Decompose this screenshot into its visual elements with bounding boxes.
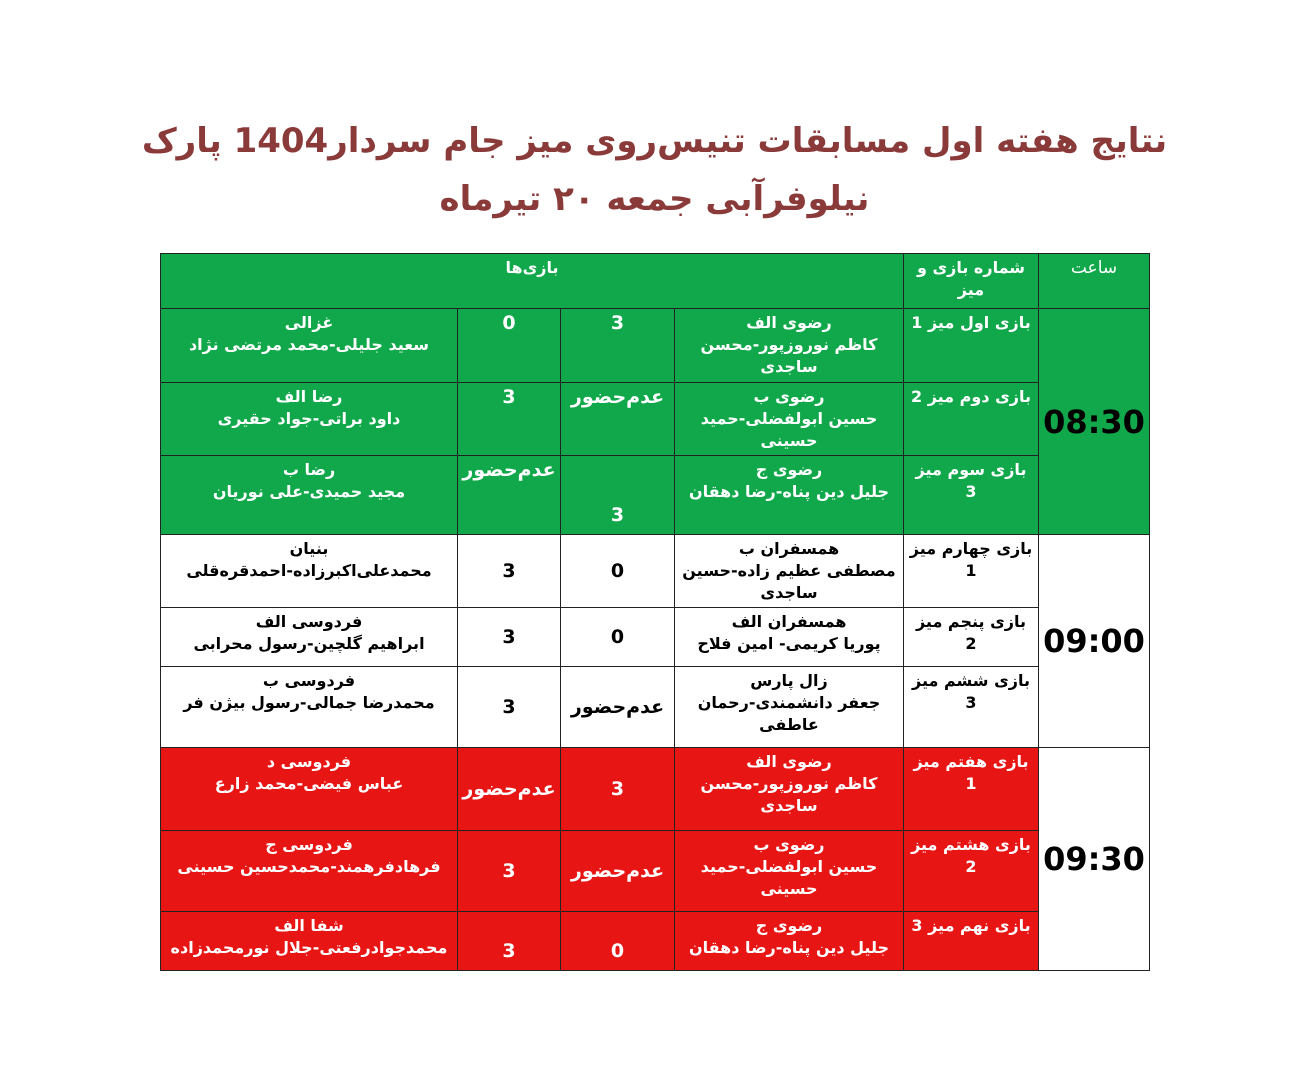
team-a-name: همسفران الف — [731, 612, 847, 631]
score-a: 0 — [561, 912, 675, 971]
team-b-players: عباس فیضی-محمد زارع — [214, 774, 404, 793]
table-row — [161, 831, 1150, 912]
team-b-name: فردوسی ب — [262, 671, 356, 690]
header-games: بازی‌ها — [161, 254, 904, 309]
team-a-cell — [675, 608, 904, 667]
team-a-name: رضوی الف — [746, 752, 832, 771]
team-b-cell — [161, 748, 458, 831]
score-b: 3 — [458, 912, 561, 971]
score-b: 3 — [458, 667, 561, 748]
team-b-name: فردوسی الف — [255, 612, 363, 631]
game-table-cell: بازی دوم میز 2 — [904, 383, 1039, 456]
score-a: 0 — [561, 535, 675, 608]
team-b-cell — [161, 667, 458, 748]
team-b-name: فردوسی د — [266, 752, 352, 771]
team-a-cell — [675, 383, 904, 456]
score-b: 3 — [458, 383, 561, 456]
table-row — [161, 667, 1150, 748]
time-slot: 09:30 — [1039, 748, 1150, 971]
score-a: 3 — [561, 748, 675, 831]
table-row — [161, 912, 1150, 971]
team-a-cell — [675, 309, 904, 383]
team-a-name: رضوی ج — [755, 460, 823, 479]
team-b-cell — [161, 608, 458, 667]
game-table-cell: بازی هشتم میز 2 — [904, 831, 1039, 912]
game-table-cell: بازی هفتم میز 1 — [904, 748, 1039, 831]
score-a: عدم‌حضور — [561, 667, 675, 748]
header-game-table: شماره بازی و میز — [904, 254, 1039, 309]
time-slot: 09:00 — [1039, 535, 1150, 748]
team-a-cell — [675, 456, 904, 535]
team-a-players: جلیل دین پناه-رضا دهقان — [689, 482, 889, 501]
title-line-2: نیلوفرآبی جمعه ۲۰ تیرماه — [439, 179, 870, 219]
team-b-cell — [161, 383, 458, 456]
table-row — [161, 535, 1150, 608]
team-a-players: جعفر دانشمندی-رحمان عاطفی — [697, 693, 881, 734]
score-b: عدم‌حضور — [458, 456, 561, 535]
team-b-name: غزالی — [284, 313, 334, 332]
score-b: عدم‌حضور — [458, 748, 561, 831]
team-a-cell — [675, 748, 904, 831]
team-a-name: رضوی ج — [755, 916, 823, 935]
team-a-name: همسفران ب — [738, 539, 840, 558]
team-b-players: مجید حمیدی-علی نوریان — [212, 482, 406, 501]
team-a-cell — [675, 667, 904, 748]
game-table-cell: بازی نهم میز 3 — [904, 912, 1039, 971]
team-b-players: محمدرضا جمالی-رسول بیژن فر — [183, 693, 435, 712]
game-table-cell: بازی پنجم میز 2 — [904, 608, 1039, 667]
table-row — [161, 748, 1150, 831]
score-b: 3 — [458, 535, 561, 608]
team-a-cell — [675, 831, 904, 912]
team-a-name: رضوی ب — [753, 835, 825, 854]
team-a-cell — [675, 535, 904, 608]
game-table-cell: بازی سوم میز 3 — [904, 456, 1039, 535]
team-b-players: ابراهیم گلچین-رسول محرابی — [193, 634, 425, 653]
team-b-players: فرهادفرهمند-محمدحسین حسینی — [177, 857, 441, 876]
team-b-cell — [161, 456, 458, 535]
score-a: 0 — [561, 608, 675, 667]
team-a-players: حسین ابولفضلی-حمید حسینی — [700, 409, 878, 450]
score-a: عدم‌حضور — [561, 831, 675, 912]
team-b-cell — [161, 831, 458, 912]
team-b-name: رضا الف — [275, 387, 343, 406]
results-table — [160, 253, 1150, 971]
header-hour: ساعت — [1039, 254, 1150, 309]
table-row — [161, 456, 1150, 535]
team-b-players: سعید جلیلی-محمد مرتضی نژاد — [188, 335, 430, 354]
team-b-players: داود براتی-جواد حقیری — [217, 409, 401, 428]
team-b-name: رضا ب — [282, 460, 336, 479]
score-a: 3 — [561, 456, 675, 535]
team-a-cell — [675, 912, 904, 971]
team-a-players: حسین ابولفضلی-حمید حسینی — [700, 857, 878, 898]
game-table-cell: بازی اول میز 1 — [904, 309, 1039, 383]
game-table-cell: بازی چهارم میز 1 — [904, 535, 1039, 608]
header-row — [161, 254, 1150, 309]
table-row — [161, 309, 1150, 383]
score-b: 3 — [458, 831, 561, 912]
team-b-players: محمدجوادرفعتی-جلال نورمحمدزاده — [170, 938, 448, 957]
team-a-players: پوریا کریمی- امین فلاح — [697, 634, 881, 653]
team-a-players: جلیل دین پناه-رضا دهقان — [689, 938, 889, 957]
team-b-cell — [161, 535, 458, 608]
table-row — [161, 383, 1150, 456]
team-b-cell — [161, 309, 458, 383]
score-a: 3 — [561, 309, 675, 383]
team-b-name: شفا الف — [274, 916, 344, 935]
title-line-1: نتایج هفته اول مسابقات تنیس‌روی میز جام سردار1404 پارک — [141, 121, 1168, 161]
team-a-players: کاظم نوروزپور-محسن ساجدی — [700, 335, 878, 376]
team-a-players: کاظم نوروزپور-محسن ساجدی — [700, 774, 878, 815]
team-b-name: فردوسی ج — [265, 835, 353, 854]
page-title — [0, 112, 1309, 228]
time-slot: 08:30 — [1039, 309, 1150, 535]
team-a-name: رضوی الف — [746, 313, 832, 332]
team-a-name: رضوی ب — [753, 387, 825, 406]
score-a: عدم‌حضور — [561, 383, 675, 456]
team-b-name: بنیان — [289, 539, 329, 558]
team-b-cell — [161, 912, 458, 971]
score-b: 0 — [458, 309, 561, 383]
game-table-cell: بازی ششم میز 3 — [904, 667, 1039, 748]
team-a-players: مصطفی عظیم زاده-حسین ساجدی — [682, 561, 896, 602]
team-b-players: محمدعلی‌اکبرزاده-احمدقره‌قلی — [186, 561, 432, 580]
score-b: 3 — [458, 608, 561, 667]
table-row — [161, 608, 1150, 667]
team-a-name: زال پارس — [750, 671, 828, 690]
